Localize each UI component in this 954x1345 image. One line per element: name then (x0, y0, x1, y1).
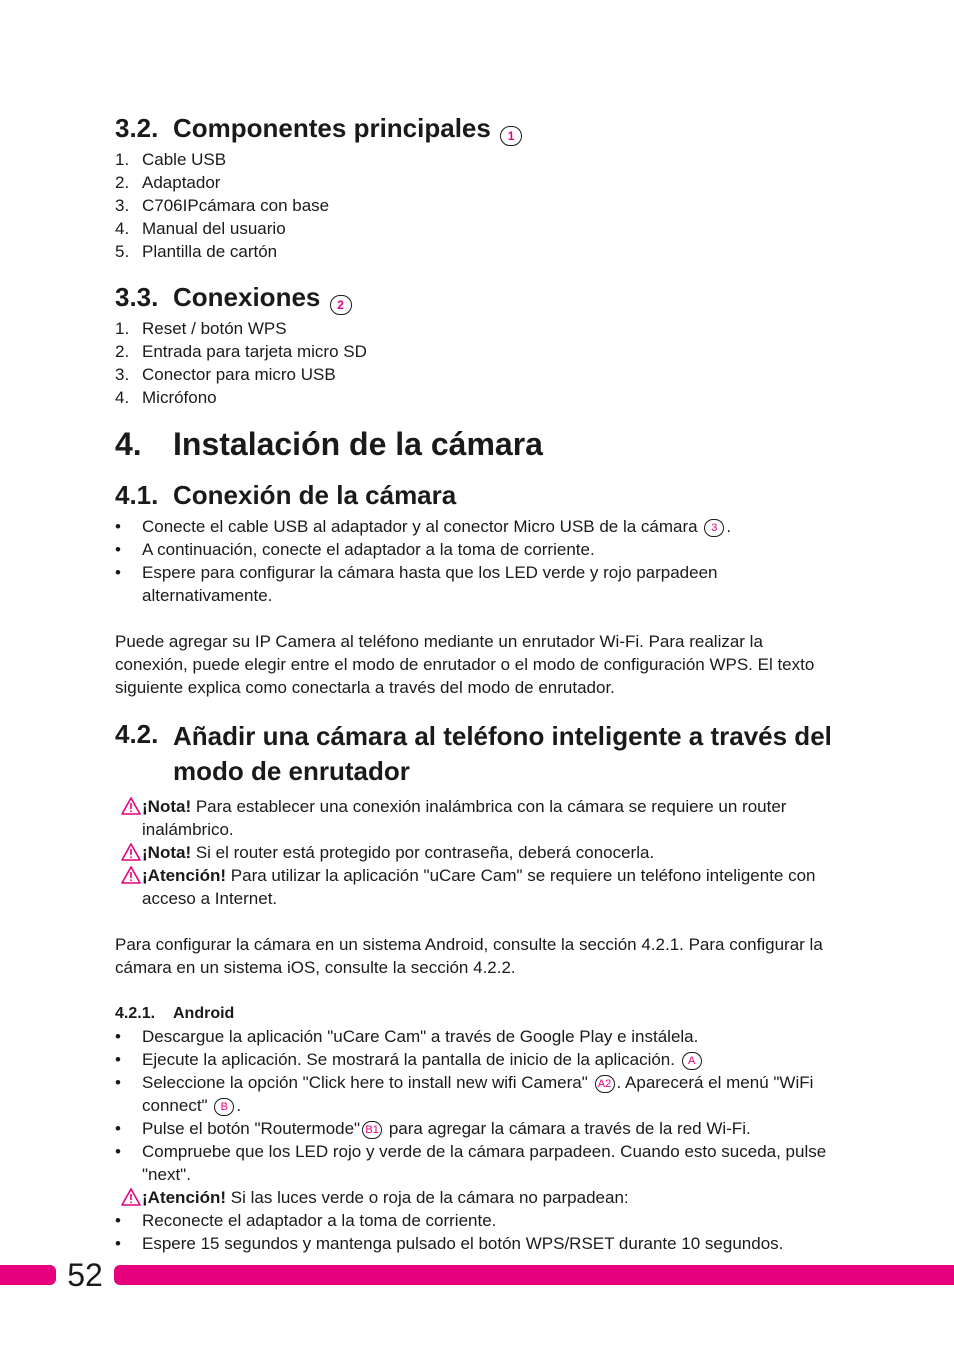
list-item: 3. C706IPcámara con base (115, 196, 330, 215)
list-item: 5. Plantilla de cartón (115, 242, 278, 261)
page-number: 52 (50, 1255, 120, 1295)
warning-icon (121, 1188, 141, 1206)
figure-ref-badge: 3 (704, 519, 724, 537)
note-2: ¡Nota! Si el router está protegido por contraseña, deberá conocerla. (115, 841, 835, 864)
list-item: 4. Manual del usuario (115, 219, 286, 238)
warning-icon (121, 797, 141, 815)
figure-ref-badge: B1 (362, 1121, 382, 1139)
list-item: • Reconecte el adaptador a la toma de corriente. (115, 1211, 497, 1230)
list-item: • Pulse el botón "Routermode" B1 para agregar la cámara a través de la red Wi-Fi. (115, 1119, 751, 1138)
list-item: • Espere 15 segundos y mantenga pulsado el botón WPS/RSET durante 10 segundos. (115, 1234, 784, 1253)
components-list (115, 148, 835, 263)
list-item: • Espere para configurar la cámara hasta que los LED verde y rojo parpadeen alternativamente. (115, 563, 718, 605)
section-heading-3-3: 3.3. Conexiones 2 (115, 277, 835, 317)
section-heading-4-2-1: 4.2.1. Android (115, 1005, 235, 1022)
section-title: Conexión de la cámara (173, 480, 457, 510)
warning-icon (121, 843, 141, 861)
platform-paragraph: Para configurar la cámara en un sistema Android, consulte la sección 4.2.1. Para configurar la cámara en un sistema iOS, consulte la sección 4.2.2. (115, 935, 823, 977)
chapter-title: Instalación de la cámara (173, 426, 543, 462)
list-item: • Compruebe que los LED rojo y verde de la cámara parpadeen. Cuando esto suceda, pulse "next". (115, 1142, 827, 1184)
section-title: Añadir una cámara al teléfono inteligente a través del modo de enrutador (173, 721, 832, 786)
list-item: • Seleccione la opción "Click here to install new wifi Camera" A2 . Aparecerá el menú "WiFi connect" B . (115, 1073, 814, 1115)
list-item: 3. Conector para micro USB (115, 365, 336, 384)
note-1: ¡Nota! Para establecer una conexión inalámbrica con la cámara se requiere un router inalámbrico. (115, 795, 835, 841)
section-heading-4-1: 4.1. Conexión de la cámara (115, 480, 457, 510)
list-item: 1. Cable USB (115, 150, 227, 169)
footer-bar (0, 1265, 954, 1285)
figure-ref-badge: 1 (500, 126, 522, 146)
figure-ref-badge: B (214, 1098, 234, 1116)
section-title: Componentes principales (173, 113, 491, 143)
figure-ref-badge: A2 (595, 1075, 615, 1093)
chapter-heading-4: 4. Instalación de la cámara (115, 426, 543, 462)
list-item: 4. Micrófono (115, 388, 217, 407)
document-body (115, 108, 835, 1255)
list-item: 2. Entrada para tarjeta micro SD (115, 342, 367, 361)
list-item: • Ejecute la aplicación. Se mostrará la pantalla de inicio de la aplicación. A (115, 1048, 835, 1071)
list-item: • Conecte el cable USB al adaptador y al conector Micro USB de la cámara 3 . (115, 517, 732, 536)
warning-icon (121, 866, 141, 884)
list-item: • A continuación, conecte el adaptador a la toma de corriente. (115, 540, 595, 559)
section-heading-3-2: 3.2. Componentes principales 1 (115, 108, 835, 148)
android-steps-list (115, 1025, 835, 1186)
list-item: 1. Reset / botón WPS (115, 319, 287, 338)
list-item: • Descargue la aplicación "uCare Cam" a través de Google Play e instálela. (115, 1027, 699, 1046)
connections-list (115, 317, 835, 409)
note-3: ¡Atención! Para utilizar la aplicación "uCare Cam" se requiere un teléfono inteligente con acceso a Internet. (115, 864, 835, 910)
list-item: 2. Adaptador (115, 173, 221, 192)
troubleshoot-list (115, 1209, 835, 1255)
section-title: Conexiones (173, 282, 321, 312)
intro-paragraph: Puede agregar su IP Camera al teléfono mediante un enrutador Wi-Fi. Para realizar la conexión, puede elegir entre el modo de enrutador o el modo de configuración WPS. El texto siguiente explica como conectarla a través del modo de enrutador. (115, 632, 815, 697)
figure-ref-badge: A (682, 1052, 702, 1070)
section-title: Android (173, 1005, 235, 1022)
section-heading-4-2: 4.2. Añadir una cámara al teléfono inteligente a través del modo de enrutador (115, 719, 832, 786)
camera-connection-list (115, 515, 835, 607)
attention-note: ¡Atención! Si las luces verde o roja de la cámara no parpadean: (115, 1186, 835, 1209)
figure-ref-badge: 2 (330, 295, 352, 315)
